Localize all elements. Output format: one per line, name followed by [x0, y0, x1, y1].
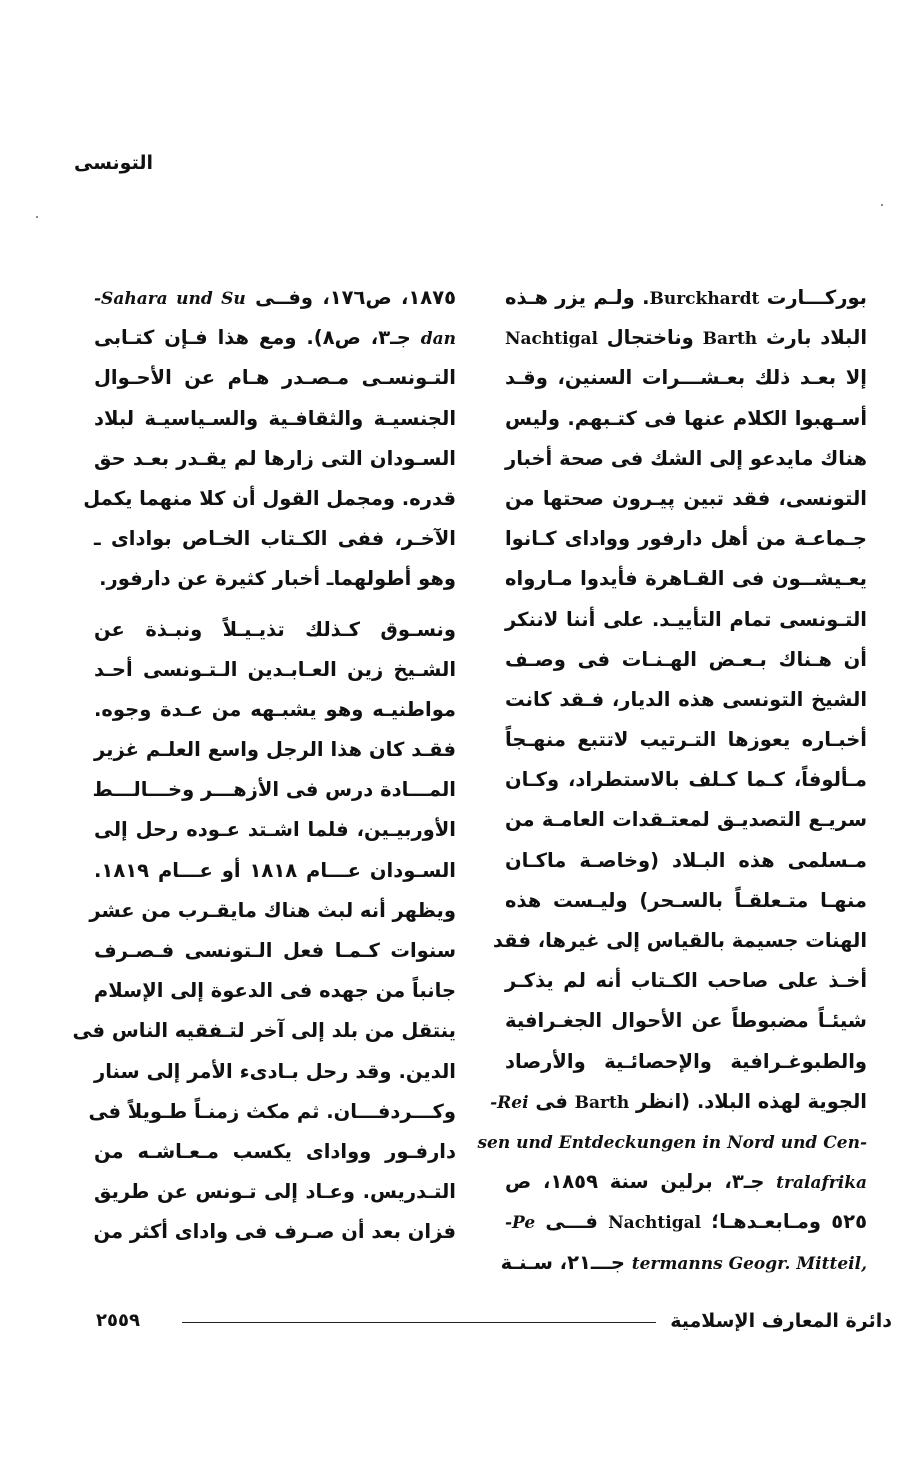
text-line: [94, 519, 456, 559]
text-line: [505, 680, 867, 720]
text-run: ويظهر أنه لبث هناك مايقـرب من عشر: [89, 898, 456, 922]
text-run: أن هـناك بـعـض الهـنـات فى وصـف: [505, 647, 867, 671]
latin-term: -Sahara und Su: [94, 289, 246, 309]
text-run: الأوربيـين، فلما اشـتد عـوده رحل إلى: [94, 818, 456, 842]
text-line: [505, 1042, 867, 1082]
text-line: [94, 318, 456, 358]
footer-rule: [182, 1322, 656, 1323]
text-run: فى: [528, 1089, 575, 1113]
text-line: [94, 650, 456, 690]
text-run: دارفـور ووادای يكسب مـعـاشـه من: [94, 1139, 456, 1163]
text-line: [500, 1243, 867, 1283]
text-line: [505, 559, 867, 599]
text-run: إلا بعـد ذلك بعـشـــرات السنين، وقـد: [505, 366, 867, 390]
latin-term: tralafrika: [776, 1173, 867, 1194]
text-run: منهـا متـعلقـاً بالسـحر) وليـست هذه: [505, 888, 867, 912]
text-run: بوركـــارت: [759, 286, 867, 309]
text-line: [94, 1212, 456, 1252]
latin-term: sen und Entdeckungen in Nord und Cen-: [477, 1132, 867, 1153]
text-line: [505, 600, 867, 640]
text-run: التونسى، فقد تبين پيـرون صحتها من: [505, 486, 867, 510]
text-run: وكـــردفـــان. ثم مكث زمنـاً طـويلاً فى: [88, 1099, 456, 1123]
text-run: التـونسـى مـصـدر هـام عن الأحـوال: [94, 366, 456, 390]
text-line: [505, 1162, 867, 1202]
text-line: [94, 931, 456, 971]
text-line: [94, 690, 456, 730]
text-line: [94, 851, 456, 891]
text-line: [505, 881, 867, 921]
text-run: أخبـاره يعوزها التـرتيب لاتتبع منهـجاً: [505, 728, 867, 752]
scan-speck: [36, 216, 38, 218]
text-run: فـــى: [535, 1210, 609, 1234]
text-run: وهو أطولهماـ أخبار كثيرة عن دارفور.: [99, 567, 456, 591]
text-line: [94, 610, 456, 650]
latin-term: termanns Geogr. Mitteil,: [631, 1253, 867, 1274]
scan-speck: [881, 204, 883, 206]
latin-term: Burckhardt: [649, 289, 760, 309]
text-run: جـماعـة من أهل دارفور ووادای کـانوا: [505, 527, 867, 551]
text-run: سنوات كـمـا فعل الـتونسى فـصـرف: [94, 939, 456, 962]
latin-term: -Rei: [490, 1092, 529, 1113]
text-run: البلاد بارث: [757, 326, 868, 350]
text-run: شيئـاً مضبوطاً عن الأحوال الجغـرافية: [505, 1009, 867, 1033]
text-run: ١٨٧٥، ص١٧٦، وفــى: [245, 286, 456, 309]
text-run: وناختجال: [597, 326, 703, 350]
text-line: [505, 278, 867, 318]
text-line: [89, 891, 456, 931]
text-run: السـودان عـــام ١٨١٨ أو عـــام ١٨١٩.: [94, 858, 456, 882]
text-run: التـدريس. وعـاد إلى تـونس عن طريق: [94, 1180, 456, 1204]
text-run: ونسـوق كـذلك تذيـيـلاً ونبـذة عن: [94, 617, 456, 641]
text-run: الشيخ التونسى هذه الديار، فـقد كانت: [505, 687, 867, 711]
text-run: الجوية لهذه البلاد. (انظر: [629, 1089, 867, 1113]
text-line: [505, 399, 867, 439]
latin-term: Nachtigal: [505, 329, 598, 350]
text-line: [94, 770, 456, 810]
text-run: . ولـم يزر هـذه: [505, 286, 650, 309]
text-run: جانباً من جهده فى الدعوة إلى الإسلام: [93, 979, 456, 1003]
text-line: [477, 1122, 867, 1162]
text-run: الآخـر، ففى الكـتاب الخـاص بوادای ـ: [94, 527, 456, 551]
latin-term: Barth: [702, 329, 758, 350]
text-run: جـ٣، برلين سنة ١٨٥٩، ص: [505, 1170, 777, 1194]
text-line: [505, 841, 867, 881]
text-line: [505, 720, 867, 760]
text-line: [505, 439, 867, 479]
text-run: مـسلمى هذه البـلاد (وخاصـة ماكـان: [505, 848, 867, 872]
text-line: [94, 358, 456, 398]
text-line: [505, 358, 867, 398]
text-run: يعـيشــون فى القـاهرة فأيدوا مـارواه: [505, 567, 867, 591]
text-run: فزان بعد أن صـرف فى وادای أكثر من: [93, 1220, 456, 1244]
text-line: [94, 1172, 456, 1212]
text-line: [505, 1001, 867, 1041]
text-run: قدره. ومجمل القول أن كلا منهما يكمل: [83, 486, 456, 510]
text-line: [94, 810, 456, 850]
text-run: مـألوفاً، كـما كـلف بالاستطراد، وكـان: [505, 768, 867, 792]
left-column: [72, 278, 456, 1253]
latin-term: dan: [420, 329, 456, 350]
text-run: السـودان التى زارها لم يقـدر بعـد حق: [94, 446, 456, 470]
text-line: [88, 1092, 456, 1132]
text-line: [505, 1202, 867, 1242]
text-line: [492, 921, 867, 961]
text-run: أخـذ على صاحب الكـتاب أنه لم يذكـر: [505, 969, 867, 993]
text-line: [505, 961, 867, 1001]
text-run: هناك مايدعو إلى الشك فى صحة أخبار: [505, 446, 867, 470]
text-line: [94, 559, 456, 599]
latin-term: -Pe: [505, 1213, 536, 1234]
text-line: [94, 439, 456, 479]
text-line: [94, 399, 456, 439]
text-line: [94, 1052, 456, 1092]
text-run: المـــادة درس فى الأزهـــر وخـــالـــط: [92, 778, 456, 802]
text-line: [505, 800, 867, 840]
right-column: [477, 278, 868, 1283]
text-run: ٥٢٥ ومـابعـدهـا؛: [701, 1210, 867, 1234]
text-line: [94, 278, 456, 318]
text-line: [72, 1011, 456, 1051]
text-run: سريـع التصديـق لمعتـقدات العامـة من: [505, 808, 867, 832]
text-run: الهنات جسيمة بالقياس إلى غيرها، فقد: [492, 929, 867, 952]
text-line: [505, 760, 867, 800]
text-line: [505, 479, 867, 519]
page-footer: [96, 1306, 892, 1336]
text-line: [83, 479, 456, 519]
text-run: جـــ٢١، سـنـة: [500, 1250, 632, 1274]
text-line: [505, 519, 867, 559]
text-run: التـونسى تمام التأييـد. على أننا لاننكر: [505, 607, 867, 631]
text-line: [505, 318, 867, 358]
text-run: مواطنيـه وهو يشبـهه من عـدة وجوه.: [94, 697, 456, 721]
text-run: الدين. وقد رحل بـادىء الأمر إلى سنار: [94, 1059, 456, 1083]
text-run: والطبوغـرافية والإحصائـية والأرصاد: [505, 1049, 867, 1073]
text-line: [505, 640, 867, 680]
text-run: الجنسيـة والثقافـية والسـياسيـة لبلاد: [94, 406, 456, 430]
text-run: جـ٣، ص٨). ومع هذا فـإن كتـابى: [94, 326, 421, 350]
text-line: [94, 1132, 456, 1172]
text-line: [490, 1082, 867, 1122]
text-run: فقـد كان هذا الرجل واسع العلـم غزير: [94, 738, 456, 762]
latin-term: Nachtigal: [608, 1213, 702, 1234]
text-run: الشـيخ زين العـابـدين الـتـونسى أحـد: [94, 657, 456, 681]
footer-journal-title: دائرة المعارف الإسلامية: [670, 1310, 892, 1332]
text-run: ينتقل من بلد إلى آخر لتـفقيه الناس فى: [72, 1019, 456, 1043]
latin-term: Barth: [574, 1092, 630, 1113]
running-head-title: التونسى: [73, 152, 153, 174]
page-number: ٢٥٥٩: [96, 1310, 140, 1331]
text-run: أسـهبوا الكلام عنها فى كتـبهم. وليس: [505, 406, 867, 430]
text-line: [94, 971, 456, 1011]
text-line: [94, 730, 456, 770]
